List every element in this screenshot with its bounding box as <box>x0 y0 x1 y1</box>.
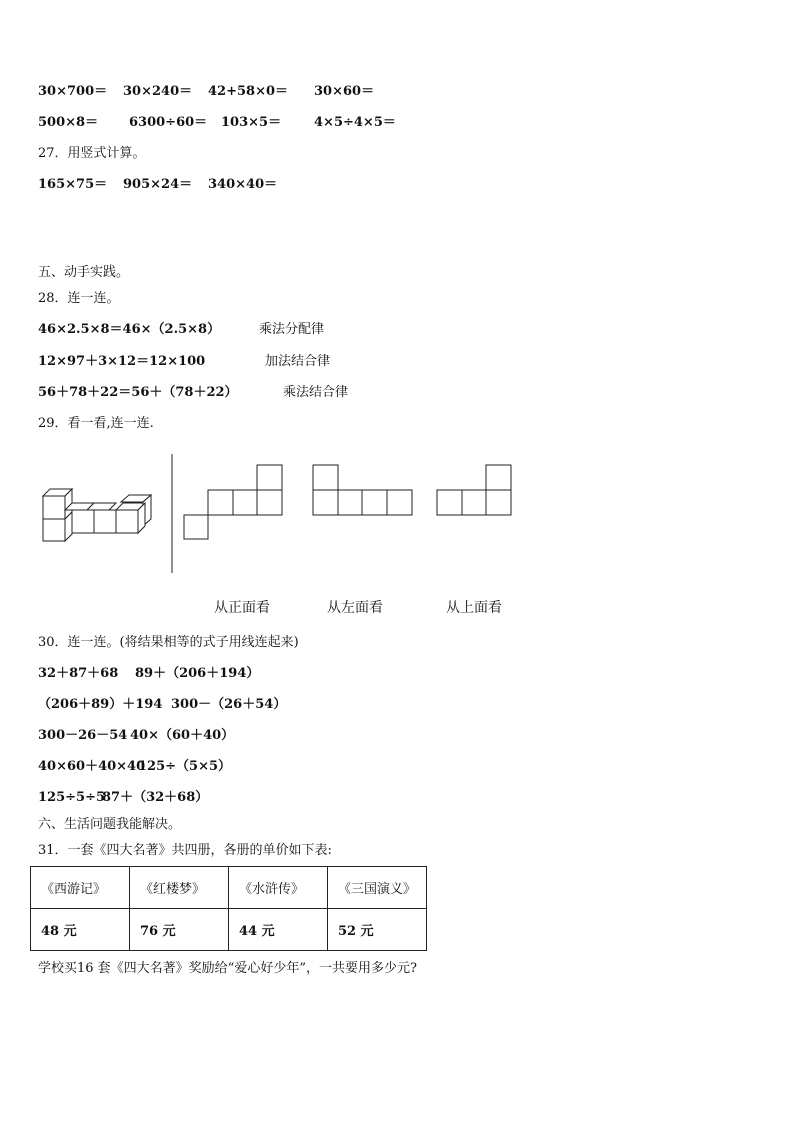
q30-title: 30．连一连。(将结果相等的式子用线连起来) <box>38 635 299 650</box>
oral-calc-item: 4×5÷4×5＝ <box>314 115 396 130</box>
oral-calc-item: 30×60＝ <box>314 84 375 99</box>
oral-calc-item: 42+58×0＝ <box>208 84 289 99</box>
table-header-cell: 《三国演义》 <box>328 867 427 909</box>
q27-title: 27．用竖式计算。 <box>38 146 146 161</box>
table-header-cell: 《西游记》 <box>31 867 130 909</box>
oral-calc-item: 103×5＝ <box>221 115 282 130</box>
table-price-cell: 76 元 <box>130 909 229 951</box>
q30-left-item: 32＋87＋68 <box>38 666 119 681</box>
q28-title: 28．连一连。 <box>38 291 120 306</box>
q28-left-item: 12×97＋3×12＝12×100 <box>38 354 206 369</box>
view-label-top: 从上面看 <box>446 600 502 616</box>
oral-calc-item: 30×700＝ <box>38 84 108 99</box>
view-label-front: 从正面看 <box>214 600 270 616</box>
q31-question: 学校买16 套《四大名著》奖励给“爱心好少年”，一共要用多少元? <box>38 961 417 976</box>
q30-right-item: 40×（60＋40） <box>130 728 235 743</box>
q28-right-item: 加法结合律 <box>265 354 331 369</box>
section6-title: 六、生活问题我能解决。 <box>38 817 182 832</box>
view-grid-2 <box>313 465 412 515</box>
q30-right-item: 87＋（32＋68） <box>102 790 209 805</box>
q27-item: 905×24＝ <box>123 177 193 192</box>
q28-left-item: 46×2.5×8＝46×（2.5×8） <box>38 322 221 337</box>
q27-item: 340×40＝ <box>208 177 278 192</box>
q27-item: 165×75＝ <box>38 177 108 192</box>
q30-right-item: 300－（26＋54） <box>171 697 287 712</box>
q30-right-item: 125÷（5×5） <box>138 759 232 774</box>
view-grid-1 <box>184 465 282 539</box>
oral-calc-item: 500×8＝ <box>38 115 99 130</box>
q30-left-item: （206＋89）＋194 <box>38 697 163 712</box>
table-row <box>31 867 427 909</box>
table-price-cell: 44 元 <box>229 909 328 951</box>
q30-left-item: 300－26－54 <box>38 728 128 743</box>
q30-left-item: 40×60＋40×40 <box>38 759 146 774</box>
q28-right-item: 乘法结合律 <box>283 385 349 400</box>
table-price-cell: 52 元 <box>328 909 427 951</box>
view-grid-3 <box>437 465 511 515</box>
q28-right-item: 乘法分配律 <box>259 322 325 337</box>
q30-left-item: 125÷5÷5 <box>38 790 106 805</box>
oral-calc-item: 30×240＝ <box>123 84 193 99</box>
q29-title: 29．看一看,连一连. <box>38 416 154 431</box>
table-header-cell: 《红楼梦》 <box>130 867 229 909</box>
table-row <box>31 909 427 951</box>
q31-title: 31．一套《四大名著》共四册，各册的单价如下表: <box>38 843 332 858</box>
view-label-left: 从左面看 <box>327 600 383 616</box>
table-header-cell: 《水浒传》 <box>229 867 328 909</box>
table-price-cell: 48 元 <box>31 909 130 951</box>
oral-calc-item: 6300÷60＝ <box>129 115 208 130</box>
cube-solid-figure <box>43 489 151 541</box>
price-table <box>30 866 427 951</box>
q30-right-item: 89＋（206＋194） <box>135 666 260 681</box>
section5-title: 五、动手实践。 <box>38 265 130 280</box>
q28-left-item: 56＋78＋22＝56＋（78＋22） <box>38 385 238 400</box>
